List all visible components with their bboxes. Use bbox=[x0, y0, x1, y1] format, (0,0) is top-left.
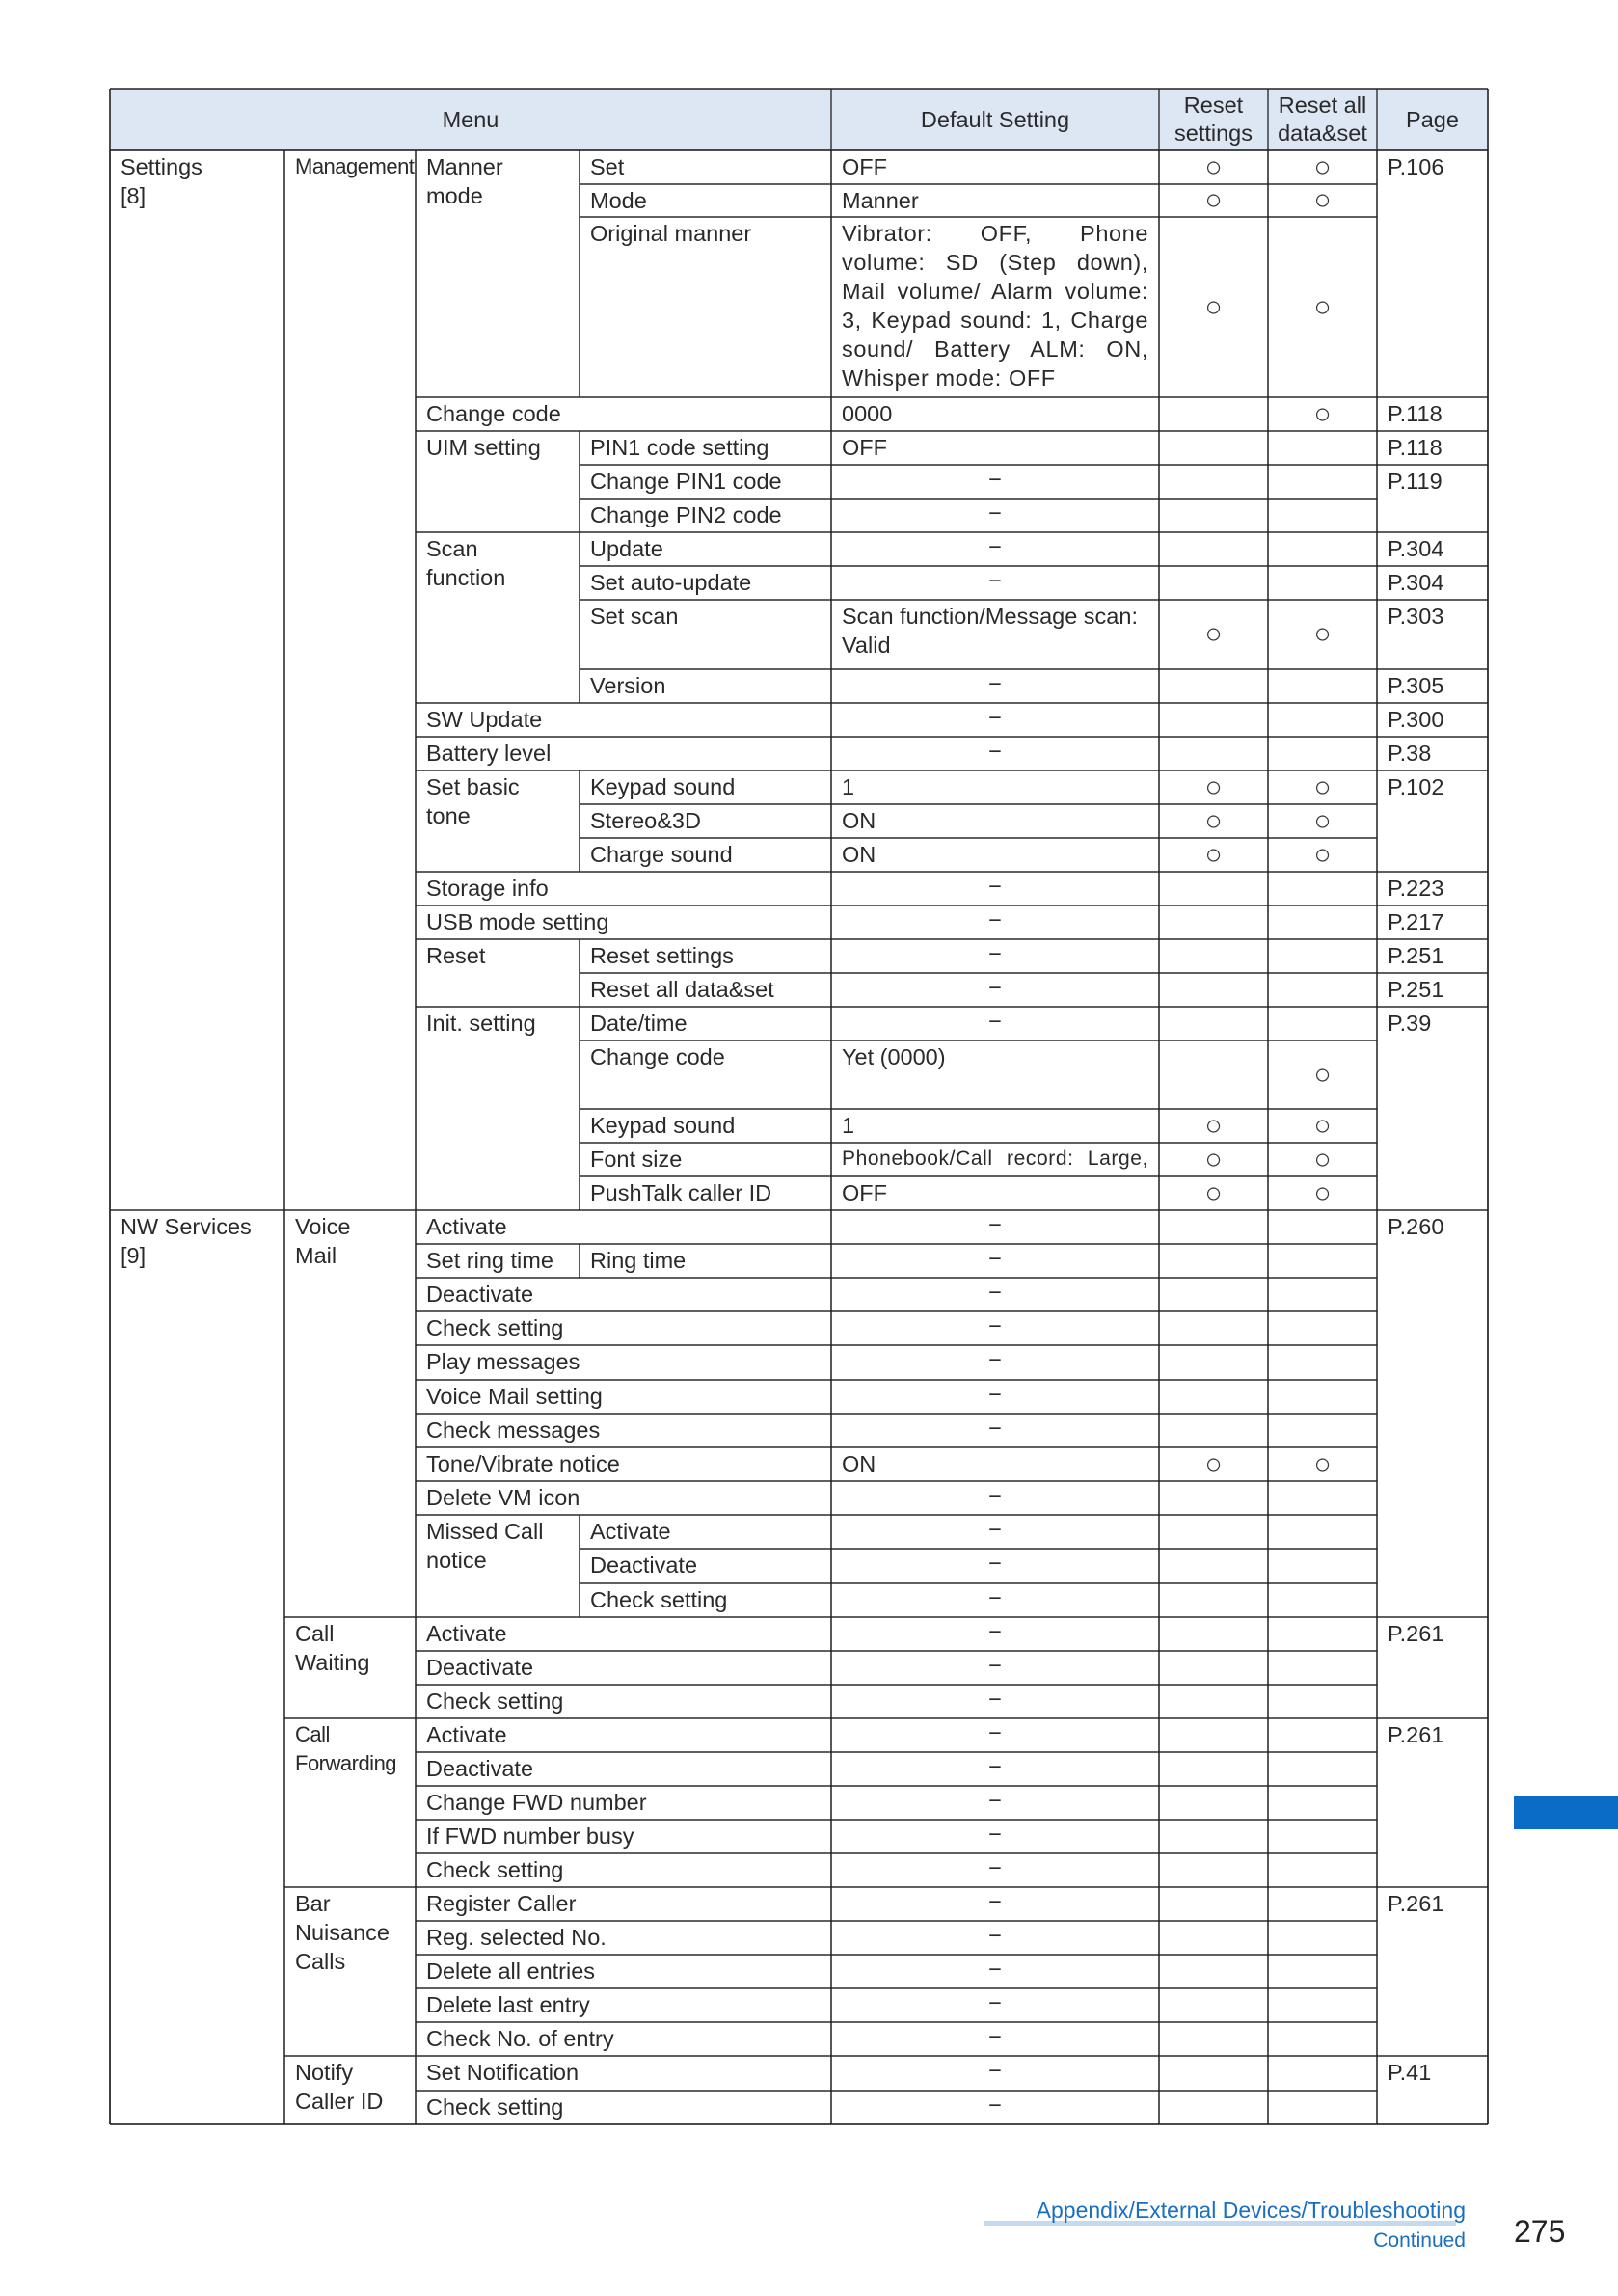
menu-scan-update: Update bbox=[590, 536, 663, 561]
set-scan-reset-all-mark: ○ bbox=[1313, 618, 1332, 650]
pushtalk-default: OFF bbox=[842, 1180, 887, 1205]
menu-group-nw-services: NW Services [9] bbox=[121, 1214, 252, 1268]
set-scan-reset-settings-mark: ○ bbox=[1204, 618, 1223, 650]
battery-level-default: − bbox=[988, 739, 1002, 764]
menu-reset: Reset bbox=[426, 943, 486, 968]
menu-vm-activate: Activate bbox=[426, 1214, 507, 1239]
keypad-sound-default: 1 bbox=[842, 774, 855, 799]
menu-keypad-sound: Keypad sound bbox=[590, 774, 736, 799]
menu-cf-activate-default: − bbox=[988, 1720, 1002, 1745]
menu-bn-check-entry: Check No. of entry bbox=[426, 2026, 614, 2051]
vm-ring-time-default: − bbox=[988, 1246, 1002, 1271]
page-ref-p118: P.118 bbox=[1388, 401, 1443, 426]
original-manner-reset-settings-mark: ○ bbox=[1204, 290, 1223, 323]
menu-cw-deactivate: Deactivate bbox=[426, 1655, 534, 1680]
menu-date-time: Date/time bbox=[590, 1011, 688, 1036]
mc-activate-default: − bbox=[988, 1517, 1002, 1542]
reset-all-default: − bbox=[988, 975, 1002, 1000]
menu-manner-mode: Manner mode bbox=[426, 154, 503, 208]
menu-cw-check-setting: Check setting bbox=[426, 1688, 564, 1714]
menu-vm-tone-vibrate-default: ON bbox=[842, 1451, 876, 1476]
charge-sound-reset-settings-mark: ○ bbox=[1204, 838, 1223, 871]
page-ref-p102: P.102 bbox=[1388, 774, 1444, 799]
menu-stereo-3d: Stereo&3D bbox=[590, 808, 701, 833]
menu-usb-mode-setting: USB mode setting bbox=[426, 909, 609, 934]
charge-sound-reset-all-mark: ○ bbox=[1313, 838, 1332, 871]
page-ref-p217: P.217 bbox=[1388, 909, 1444, 934]
menu-reset-all: Reset all data&set bbox=[590, 977, 774, 1002]
menu-nc-set-notification: Set Notification bbox=[426, 2060, 580, 2085]
menu-cf-if-busy: If FWD number busy bbox=[426, 1823, 634, 1849]
page-ref-p300: P.300 bbox=[1388, 707, 1444, 732]
storage-info-default: − bbox=[988, 874, 1002, 899]
page-ref-p119: P.119 bbox=[1388, 469, 1443, 494]
menu-vm-deactivate: Deactivate bbox=[426, 1282, 534, 1307]
manner-set-default: OFF bbox=[842, 154, 887, 179]
manner-mode-default: Manner bbox=[842, 188, 919, 213]
submenu-bar-nuisance-calls: Bar Nuisance Calls bbox=[295, 1891, 390, 1974]
scan-update-default: − bbox=[988, 534, 1002, 559]
header-default-setting: Default Setting bbox=[920, 106, 1070, 132]
change-code-reset-all-mark: ○ bbox=[1313, 397, 1332, 430]
menu-vm-check-messages: Check messages bbox=[426, 1418, 601, 1443]
menu-sw-update: SW Update bbox=[426, 707, 543, 732]
menu-vm-ring-time: Ring time bbox=[590, 1248, 687, 1273]
scan-version-default: − bbox=[988, 671, 1002, 696]
menu-original-manner: Original manner bbox=[590, 221, 752, 246]
menu-battery-level: Battery level bbox=[426, 741, 552, 766]
menu-vm-set-ring-time: Set ring time bbox=[426, 1248, 553, 1273]
pushtalk-reset-all-mark: ○ bbox=[1313, 1176, 1332, 1209]
menu-cw-check-setting-default: − bbox=[988, 1687, 1002, 1712]
menu-cf-activate: Activate bbox=[426, 1722, 507, 1747]
menu-missed-call-notice: Missed Call notice bbox=[426, 1519, 544, 1573]
page-ref-p305: P.305 bbox=[1388, 673, 1444, 698]
sw-update-default: − bbox=[988, 705, 1002, 730]
font-size-reset-all-mark: ○ bbox=[1313, 1143, 1332, 1175]
menu-mc-deactivate: Deactivate bbox=[590, 1553, 698, 1578]
menu-bn-delete-last: Delete last entry bbox=[426, 1992, 590, 2017]
menu-bn-reg-selected: Reg. selected No. bbox=[426, 1925, 607, 1950]
menu-cf-deactivate-default: − bbox=[988, 1754, 1002, 1779]
menu-bn-delete-all: Delete all entries bbox=[426, 1958, 596, 1984]
menu-cw-deactivate-default: − bbox=[988, 1653, 1002, 1678]
submenu-management: Management bbox=[295, 154, 415, 178]
menu-storage-info: Storage info bbox=[426, 876, 549, 901]
page-ref-p261-bn: P.261 bbox=[1388, 1891, 1444, 1916]
menu-set-scan: Set scan bbox=[590, 604, 679, 629]
menu-cf-check-setting: Check setting bbox=[426, 1857, 564, 1882]
menu-bn-reg-selected-default: − bbox=[988, 1923, 1002, 1948]
menu-pin1-code-setting: PIN1 code setting bbox=[590, 435, 769, 460]
stereo-3d-default: ON bbox=[842, 808, 876, 833]
mc-deactivate-default: − bbox=[988, 1551, 1002, 1576]
init-change-code-reset-all-mark: ○ bbox=[1313, 1058, 1332, 1091]
menu-cw-activate-default: − bbox=[988, 1619, 1002, 1644]
init-change-code-default: Yet (0000) bbox=[842, 1044, 946, 1069]
page-ref-p106: P.106 bbox=[1388, 154, 1444, 179]
menu-nc-check-setting-default: − bbox=[988, 2093, 1002, 2118]
stereo-3d-reset-settings-mark: ○ bbox=[1204, 804, 1223, 837]
page-number: 275 bbox=[1514, 2214, 1566, 2249]
submenu-call-forwarding: Call Forwarding bbox=[295, 1722, 397, 1775]
menu-init-change-code: Change code bbox=[590, 1044, 725, 1069]
manner-mode-reset-all-mark: ○ bbox=[1313, 184, 1332, 216]
menu-set-basic-tone: Set basic tone bbox=[426, 774, 520, 828]
menu-change-code: Change code bbox=[426, 401, 561, 426]
menu-set-auto-update: Set auto-update bbox=[590, 570, 752, 595]
menu-manner-set: Set bbox=[590, 154, 625, 179]
keypad-sound-reset-settings-mark: ○ bbox=[1204, 770, 1223, 803]
reset-settings-default: − bbox=[988, 941, 1002, 966]
change-pin2-default: − bbox=[988, 500, 1002, 526]
menu-cf-change-number-default: − bbox=[988, 1788, 1002, 1813]
change-code-default: 0000 bbox=[842, 401, 893, 426]
manner-set-reset-all-mark: ○ bbox=[1313, 150, 1332, 183]
chapter-tab-marker bbox=[1514, 1796, 1618, 1829]
menu-vm-check-setting: Check setting bbox=[426, 1315, 564, 1340]
header-reset-settings: Reset settings bbox=[1174, 93, 1253, 146]
submenu-notify-caller-id: Notify Caller ID bbox=[295, 2060, 384, 2114]
init-keypad-sound-reset-all-mark: ○ bbox=[1313, 1109, 1332, 1142]
page-ref-p38: P.38 bbox=[1388, 741, 1432, 766]
menu-uim-setting: UIM setting bbox=[426, 435, 541, 460]
menu-cf-change-number: Change FWD number bbox=[426, 1790, 647, 1815]
page-ref-p251: P.251 bbox=[1388, 943, 1444, 968]
manner-set-reset-settings-mark: ○ bbox=[1204, 150, 1223, 183]
change-pin1-default: − bbox=[988, 467, 1002, 492]
menu-change-pin2: Change PIN2 code bbox=[590, 502, 782, 527]
font-size-reset-settings-mark: ○ bbox=[1204, 1143, 1223, 1175]
menu-cf-if-busy-default: − bbox=[988, 1822, 1002, 1847]
header-reset-all: Reset all data&set bbox=[1278, 93, 1367, 146]
set-auto-update-default: − bbox=[988, 568, 1002, 593]
menu-scan-version: Version bbox=[590, 673, 666, 698]
init-keypad-sound-reset-settings-mark: ○ bbox=[1204, 1109, 1223, 1142]
vm-activate-default: − bbox=[988, 1212, 1002, 1237]
page-ref-p261-cw: P.261 bbox=[1388, 1621, 1444, 1646]
keypad-sound-reset-all-mark: ○ bbox=[1313, 770, 1332, 803]
page-ref-p304: P.304 bbox=[1388, 536, 1444, 561]
menu-vm-play-messages-default: − bbox=[988, 1347, 1002, 1372]
menu-bn-register-caller-default: − bbox=[988, 1889, 1002, 1914]
page-ref-p304-auto: P.304 bbox=[1388, 570, 1444, 595]
menu-bn-delete-all-default: − bbox=[988, 1957, 1002, 1982]
submenu-call-waiting: Call Waiting bbox=[295, 1621, 370, 1675]
menu-init-setting: Init. setting bbox=[426, 1011, 536, 1036]
header-menu: Menu bbox=[442, 106, 499, 132]
page-ref-p260: P.260 bbox=[1388, 1214, 1444, 1239]
menu-mc-activate: Activate bbox=[590, 1519, 671, 1544]
menu-vm-tone-vibrate-reset-settings-mark: ○ bbox=[1204, 1447, 1223, 1480]
menu-scan-function: Scan function bbox=[426, 536, 506, 590]
menu-vm-tone-vibrate-reset-all-mark: ○ bbox=[1313, 1447, 1332, 1480]
pin1-setting-default: OFF bbox=[842, 435, 887, 460]
mc-check-default: − bbox=[988, 1585, 1002, 1610]
header-page: Page bbox=[1406, 106, 1459, 132]
usb-mode-default: − bbox=[988, 907, 1002, 932]
menu-vm-check-setting-default: − bbox=[988, 1313, 1002, 1338]
stereo-3d-reset-all-mark: ○ bbox=[1313, 804, 1332, 837]
page-ref-p223: P.223 bbox=[1388, 876, 1444, 901]
menu-nc-set-notification-default: − bbox=[988, 2058, 1002, 2083]
menu-font-size: Font size bbox=[590, 1147, 683, 1172]
date-time-default: − bbox=[988, 1009, 1002, 1034]
page-ref-p118-uim: P.118 bbox=[1388, 435, 1443, 460]
menu-group-settings: Settings [8] bbox=[121, 154, 202, 208]
menu-bn-check-entry-default: − bbox=[988, 2024, 1002, 2049]
menu-delete-vm-icon: Delete VM icon bbox=[426, 1485, 580, 1510]
menu-nc-check-setting: Check setting bbox=[426, 2094, 564, 2120]
footer-section-title: Appendix/External Devices/Troubleshooting bbox=[1036, 2198, 1466, 2223]
menu-reset-settings: Reset settings bbox=[590, 943, 734, 968]
submenu-voice-mail: Voice Mail bbox=[295, 1214, 351, 1268]
menu-manner-mode-item: Mode bbox=[590, 188, 647, 213]
menu-bn-delete-last-default: − bbox=[988, 1990, 1002, 2015]
menu-vm-play-messages: Play messages bbox=[426, 1349, 580, 1374]
menu-cf-deactivate: Deactivate bbox=[426, 1756, 534, 1781]
manner-mode-reset-settings-mark: ○ bbox=[1204, 184, 1223, 216]
font-size-default: Phonebook/Call record: Large, bbox=[842, 1148, 1148, 1170]
init-keypad-sound-default: 1 bbox=[842, 1113, 855, 1138]
page-ref-p251-all: P.251 bbox=[1388, 977, 1444, 1002]
pushtalk-reset-settings-mark: ○ bbox=[1204, 1176, 1223, 1209]
menu-voice-mail-setting-default: − bbox=[988, 1382, 1002, 1407]
menu-pushtalk-caller-id: PushTalk caller ID bbox=[590, 1180, 772, 1205]
menu-delete-vm-icon-default: − bbox=[988, 1483, 1002, 1508]
menu-vm-deactivate-default: − bbox=[988, 1280, 1002, 1305]
menu-vm-check-messages-default: − bbox=[988, 1416, 1002, 1441]
footer-continued: Continued bbox=[1373, 2229, 1466, 2252]
original-manner-default: Vibrator: OFF, Phone volume: SD (Step down), Mail volume/ Alarm volume: 3, Keypad sound: 1, Charge sound/ Battery ALM: ON, Whisper mode: OFF bbox=[842, 221, 1156, 391]
menu-vm-tone-vibrate: Tone/Vibrate notice bbox=[426, 1451, 620, 1476]
menu-charge-sound: Charge sound bbox=[590, 842, 733, 867]
menu-mc-check-setting: Check setting bbox=[590, 1587, 728, 1612]
menu-cf-check-setting-default: − bbox=[988, 1855, 1002, 1880]
menu-bn-register-caller: Register Caller bbox=[426, 1891, 577, 1916]
menu-cw-activate: Activate bbox=[426, 1621, 507, 1646]
page-ref-p303: P.303 bbox=[1388, 604, 1444, 629]
original-manner-reset-all-mark: ○ bbox=[1313, 290, 1332, 323]
menu-init-keypad-sound: Keypad sound bbox=[590, 1113, 736, 1138]
page-ref-p261-cf: P.261 bbox=[1388, 1722, 1444, 1747]
menu-change-pin1: Change PIN1 code bbox=[590, 469, 782, 494]
menu-voice-mail-setting: Voice Mail setting bbox=[426, 1384, 603, 1409]
page-ref-p41: P.41 bbox=[1388, 2060, 1432, 2085]
page-ref-p39: P.39 bbox=[1388, 1011, 1432, 1036]
set-scan-default: Scan function/Message scan: Valid bbox=[842, 604, 1145, 658]
charge-sound-default: ON bbox=[842, 842, 876, 867]
